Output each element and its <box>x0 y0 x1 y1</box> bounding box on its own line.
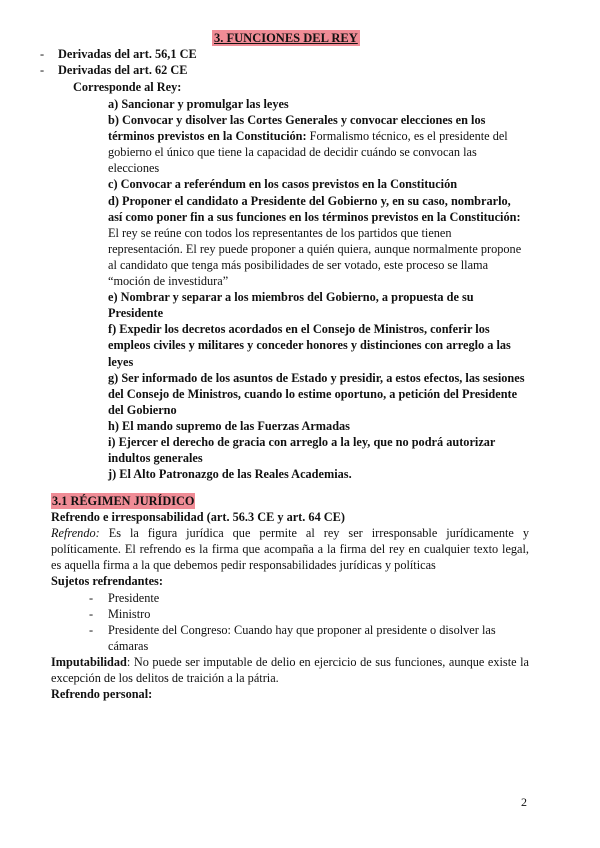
function-item <box>108 434 528 466</box>
refrendo-label: Refrendo: <box>51 526 100 541</box>
refrendo-paragraph <box>51 525 529 573</box>
dash-bullet: - <box>89 622 94 637</box>
dash-bullet: - <box>89 606 94 621</box>
function-item <box>108 321 528 369</box>
function-title: j) El Alto Patronazgo de las Reales Academias. <box>108 467 352 482</box>
derivation-item <box>40 46 197 62</box>
imputabilidad-paragraph <box>51 654 529 686</box>
refrendo-personal-label: Refrendo personal: <box>51 687 153 702</box>
refrendo-text: Es la figura jurídica que permite al rey ser irresponsable jurídicamente y políticamente. El refrendo es la firma que acompaña a la firma del rey en cualquier texto legal, es aquella firma a la que debemos pedir responsabilidades jurídicas y políticas <box>51 526 529 573</box>
function-item <box>108 466 528 482</box>
function-explanation: El rey se reúne con todos los representantes de los partidos que tienen representación. El rey puede proponer a quién quiera, aunque normalmente propone al candidato que tenga más posibilidades de ser votado, este proceso se llama “moción de investidura” <box>108 225 522 289</box>
function-explanation: Formalismo técnico, es el presidente del gobierno el único que tiene la capacidad de decidir cuándo se convocan las elecciones <box>108 129 508 176</box>
function-item <box>108 370 528 418</box>
derivation-item <box>40 62 187 78</box>
list-item-text: Presidente del Congreso: Cuando hay que proponer al presidente o disolver las cámaras <box>108 622 496 653</box>
function-item <box>108 96 528 112</box>
function-title: c) Convocar a referéndum en los casos previstos en la Constitución <box>108 177 458 192</box>
function-title: g) Ser informado de los asuntos de Estado y presidir, a estos efectos, las sesiones del Consejo de Ministros, cuando lo estime oportuno, a petición del Presidente del Gobierno <box>108 370 525 417</box>
list-item <box>51 622 529 654</box>
page-title: 3. FUNCIONES DEL REY <box>214 31 358 45</box>
dash-bullet: - <box>40 63 45 77</box>
function-item <box>108 112 528 176</box>
function-item <box>108 193 528 290</box>
function-item <box>108 289 528 321</box>
regimen-juridico-section <box>51 493 529 702</box>
list-item <box>51 606 529 622</box>
page-number: 2 <box>521 795 527 809</box>
function-item <box>108 176 528 192</box>
corresponde-heading: Corresponde al Rey: <box>73 80 182 94</box>
function-title: d) Proponer el candidato a Presidente del Gobierno y, en su caso, nombrarlo, así como poner fin a sus funciones en los términos previstos en la Constitución: <box>108 193 521 224</box>
dash-bullet: - <box>89 590 94 605</box>
list-item-text: Ministro <box>108 606 151 621</box>
function-title: e) Nombrar y separar a los miembros del Gobierno, a propuesta de su Presidente <box>108 290 474 321</box>
list-item <box>51 590 529 606</box>
section-title: 3.1 RÉGIMEN JURÍDICO <box>52 494 195 508</box>
sujetos-label: Sujetos refrendantes: <box>51 574 163 589</box>
function-item <box>108 418 528 434</box>
function-title: b) Convocar y disolver las Cortes Generales y convocar elecciones en los términos previstos en la Constitución: <box>108 113 486 144</box>
list-item-text: Presidente <box>108 590 160 605</box>
derivation-text: Derivadas del art. 56,1 CE <box>58 47 197 61</box>
function-title: f) Expedir los decretos acordados en el Consejo de Ministros, conferir los empleos civiles y militares y conceder honores y distinciones con arreglo a las leyes <box>108 322 511 369</box>
functions-list <box>108 96 528 482</box>
dash-bullet: - <box>40 47 45 61</box>
imputabilidad-text: : No puede ser imputable de delio en ejercicio de sus funciones, aunque existe la excepción de los delitos de traición a la pátria. <box>51 654 529 686</box>
sujetos-list <box>51 590 529 654</box>
imputabilidad-label: Imputabilidad <box>51 654 127 669</box>
function-title: i) Ejercer el derecho de gracia con arreglo a la ley, que no podrá autorizar indultos generales <box>108 434 496 466</box>
section-subtitle: Refrendo e irresponsabilidad (art. 56.3 CE y art. 64 CE) <box>51 510 345 525</box>
function-title: a) Sancionar y promulgar las leyes <box>108 97 289 111</box>
derivation-text: Derivadas del art. 62 CE <box>58 63 188 77</box>
function-title: h) El mando supremo de las Fuerzas Armadas <box>108 418 350 433</box>
